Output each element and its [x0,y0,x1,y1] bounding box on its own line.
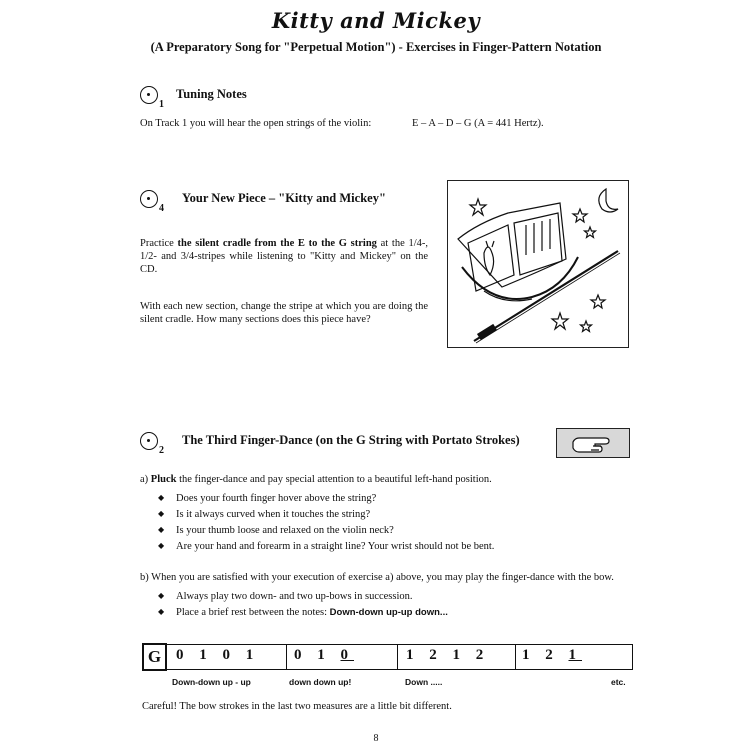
pointing-hand-box [556,428,630,458]
sections-paragraph: With each new section, change the stripe at which you are doing the silent cradle. How many sections does this piece have? [140,301,428,325]
exercise-a-text: a) Pluck the finger-dance and pay special attention to a beautiful left-hand position. [140,474,492,485]
bow-strokes-1: Down-down up - up [172,677,251,687]
kitty-mickey-illustration [448,181,628,347]
exercise-b-bullets [158,588,448,620]
measure-4: 1 2 1 [522,647,582,663]
measure-1: 0 1 0 1 [176,647,260,663]
section-heading-new-piece: Your New Piece – "Kitty and Mickey" [182,191,386,205]
closing-note: Careful! The bow strokes in the last two measures are a little bit different. [142,701,452,712]
practice-paragraph: Practice the silent cradle from the E to the G string at the 1/4-, 1/2- and 3/4-stripes while listening to "Kitty and Mickey" on the CD. [140,238,429,275]
tuning-text: On Track 1 you will hear the open strings of the violin: [140,118,372,129]
practice-emphasis: the silent cradle from the E to the G string [177,238,377,249]
page-title: Kitty and Mickey [271,8,481,33]
bar-line [515,644,516,670]
section-heading-tuning: Tuning Notes [176,87,247,101]
cd-track-icon [140,432,158,450]
measure-3: 1 2 1 2 [406,647,490,663]
illustration-box [447,180,629,348]
track-number: 4 [159,203,164,214]
bar-line [286,644,287,670]
cd-track-icon [140,190,158,208]
list-item: ◆ Are your hand and forearm in a straight line? Your wrist should not be bent. [158,541,495,552]
exercise-b-text: b) When you are satisfied with your execution of exercise a) above, you may play the finger-dance with the bow. [140,572,614,583]
track-number: 2 [159,445,164,456]
string-label: G [142,643,167,671]
pointing-hand-icon [557,429,629,457]
bow-strokes-3: Down ..... [405,677,443,687]
bow-strokes-2: down down up! [289,677,352,687]
bar-line [397,644,398,670]
cd-track-icon [140,86,158,104]
list-item: ◆ Does your fourth finger hover above the string? [158,493,377,504]
page-subtitle: (A Preparatory Song for "Perpetual Motion") - Exercises in Finger-Pattern Notation [150,40,602,54]
tuning-notes: E – A – D – G (A = 441 Hertz). [412,118,544,129]
section-heading-finger-dance: The Third Finger-Dance (on the G String with Portato Strokes) [182,433,520,447]
list-item: ◆ Always play two down- and two up-bows in succession. [158,591,413,602]
bow-strokes-etc: etc. [611,677,626,687]
exercise-a-bullets [158,490,494,554]
track-number: 1 [159,99,164,110]
page-number: 8 [373,733,379,744]
measure-2: 0 1 0 [294,647,354,663]
list-item: ◆ Is it always curved when it touches the string? [158,509,371,520]
list-item: ◆ Place a brief rest between the notes: Down-down up-up down... [158,607,448,618]
list-item: ◆ Is your thumb loose and relaxed on the violin neck? [158,525,394,536]
